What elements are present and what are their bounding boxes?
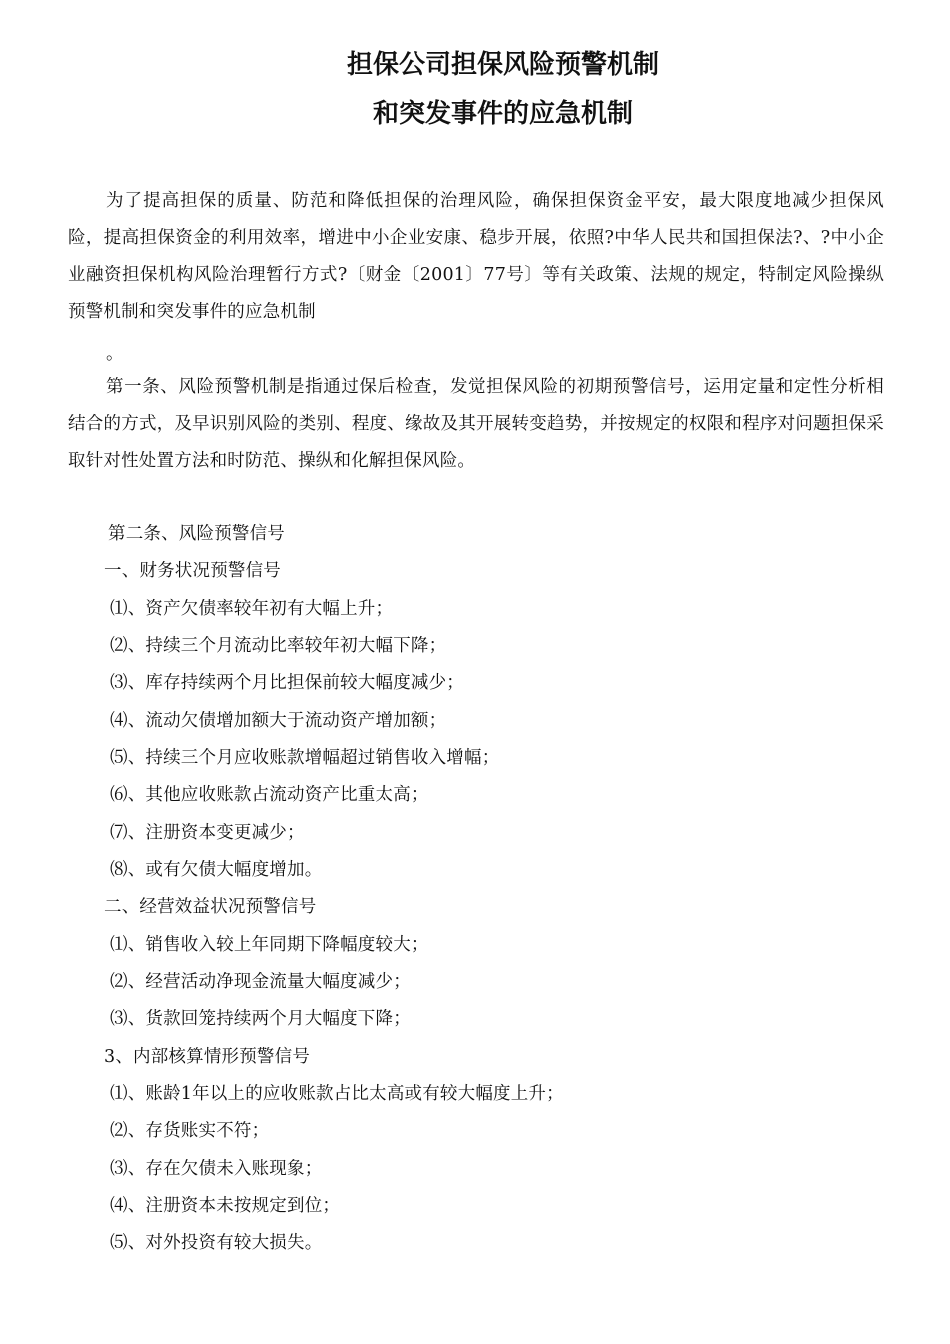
- section-1-item: ⑴、资产欠债率较年初有大幅上升；: [110, 599, 394, 619]
- section-2-item: ⑶、货款回笼持续两个月大幅度下降；: [110, 1009, 411, 1029]
- section-1-item: ⑺、注册资本变更减少；: [110, 823, 305, 843]
- section-1-item: ⑵、持续三个月流动比率较年初大幅下降；: [110, 636, 447, 656]
- section-1-item: ⑶、库存持续两个月比担保前较大幅度减少；: [110, 673, 464, 693]
- section-1-item: ⑸、持续三个月应收账款增幅超过销售收入增幅；: [110, 748, 500, 768]
- section-3-item: ⑶、存在欠债未入账现象；: [110, 1159, 323, 1179]
- intro-end-mark: 。: [106, 344, 124, 364]
- section-1-item: ⑷、流动欠债增加额大于流动资产增加额；: [110, 711, 447, 731]
- section-3-item: ⑸、对外投资有较大损失。: [110, 1233, 323, 1253]
- section-3-title: 3、内部核算情形预警信号: [104, 1047, 311, 1067]
- section-3-item: ⑷、注册资本未按规定到位；: [110, 1196, 341, 1216]
- section-2-item: ⑵、经营活动净现金流量大幅度减少；: [110, 972, 411, 992]
- article-2-title: 第二条、风险预警信号: [108, 524, 285, 544]
- section-2-title: 二、经营效益状况预警信号: [104, 897, 317, 917]
- article-1-paragraph: 第一条、风险预警机制是指通过保后检查，发觉担保风险的初期预警信号，运用定量和定性分析相结合的方式，及早识别风险的类别、程度、缘故及其开展转变趋势，并按规定的权限和程序对问题担保采取针对性处置方法和时防范、操纵和化解担保风险。: [68, 377, 884, 471]
- intro-paragraph: 为了提高担保的质量、防范和降低担保的治理风险，确保担保资金平安，最大限度地减少担保风险，提高担保资金的利用效率，增进中小企业安康、稳步开展，依照?中华人民共和国担保法?、?中小企业融资担保机构风险治理暂行方式?〔财金〔2001〕77号〕等有关政策、法规的规定，特制定风险操纵预警机制和突发事件的应急机制: [68, 191, 884, 322]
- section-3-item: ⑴、账龄1年以上的应收账款占比太高或有较大幅度上升；: [110, 1084, 564, 1104]
- section-2-item: ⑴、销售收入较上年同期下降幅度较大；: [110, 935, 429, 955]
- section-3-item: ⑵、存货账实不符；: [110, 1121, 270, 1141]
- section-1-item: ⑻、或有欠债大幅度增加。: [110, 860, 323, 880]
- document-title-line-2: 和突发事件的应急机制: [372, 99, 633, 129]
- section-1-title: 一、财务状况预警信号: [104, 561, 281, 581]
- document-title-line-1: 担保公司担保风险预警机制: [346, 50, 659, 80]
- section-1-item: ⑹、其他应收账款占流动资产比重太高；: [110, 785, 429, 805]
